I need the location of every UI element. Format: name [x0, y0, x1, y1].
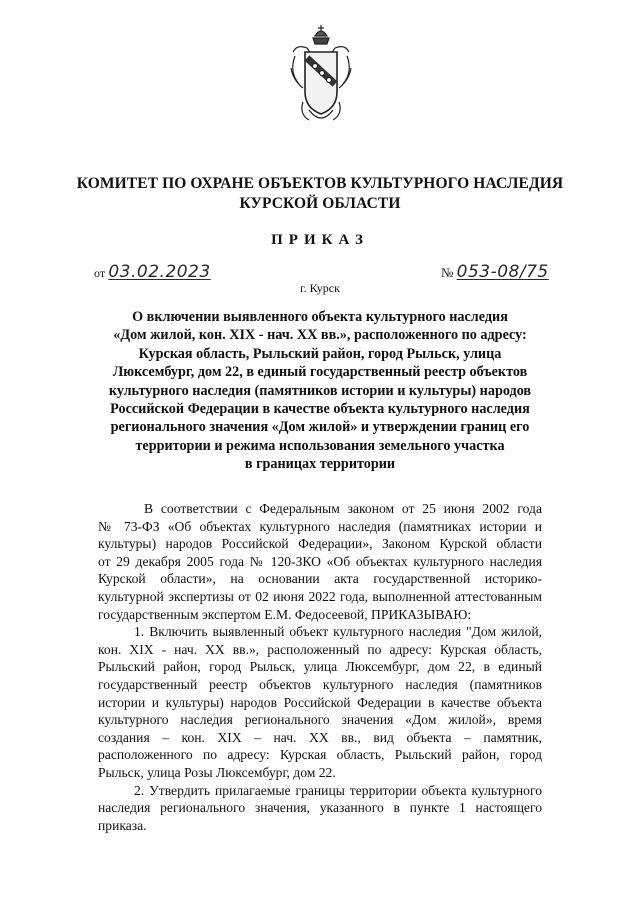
title-line: О включении выявленного объекта культурного наследия	[132, 309, 508, 325]
body-line: № 73-ФЗ «Об объектах культурного наследия (памятниках истории и	[98, 518, 542, 534]
body-line: Рыльский район, город Рыльск, улица Люксембург, дом 22, в единый	[98, 659, 542, 675]
body-line: кон. XIX - нач. XX вв.», расположенный по адресу: Курская область,	[98, 641, 542, 657]
document-number	[441, 262, 549, 282]
document-type-heading: ПРИКАЗ	[271, 232, 369, 248]
title-line: Курская область, Рыльский район, город Рыльск, улица	[138, 345, 502, 362]
body-line: создания – кон. XIX – нач. XX вв., вид объекта – памятник,	[98, 729, 542, 745]
title-line: Российской Федерации в качестве объекта культурного наследия	[110, 401, 530, 418]
body-line: государственный реестр объектов культурного наследия (памятников	[98, 676, 542, 692]
body-line: государственным экспертом Е.М. Федосеевой, ПРИКАЗЫВАЮ:	[98, 606, 472, 622]
kursk-coat-of-arms-emblem	[285, 22, 357, 132]
title-line: регионального значения «Дом жилой» и утверждении границ его	[110, 419, 530, 436]
document-title	[88, 308, 552, 474]
body-line: 2. Утвердить прилагаемые границы территории объекта культурного	[134, 782, 542, 798]
date-value-handwritten: 03.02.2023	[108, 262, 211, 282]
title-line: культурного наследия (памятников истории и культуры) народов	[108, 382, 532, 399]
body-line: расположенного по адресу: Курская область, Рыльский район, город	[98, 747, 542, 763]
organization-name-line-2: КУРСКОЙ ОБЛАСТИ	[239, 195, 401, 212]
title-line: Люксембург, дом 22, в единый государственный реестр объектов	[112, 364, 528, 381]
title-line: в границах территории	[244, 456, 396, 473]
body-line: культуры) народов Российской Федерации», Законом Курской области	[98, 536, 542, 552]
body-line: 1. Включить выявленный объект культурного наследия "Дом жилой,	[134, 624, 542, 640]
title-line: территории и режима использования земельного участка	[135, 437, 505, 454]
body-line: истории и культуры) народов Российской Федерации в качестве объекта	[98, 694, 542, 710]
body-line: Рыльск, улица Розы Люксембург, дом 22.	[98, 764, 336, 780]
title-line: «Дом жилой, кон. XIX - нач. XX вв.», расположенного по адресу:	[113, 327, 527, 344]
document-date	[94, 262, 211, 282]
body-line: от 29 декабря 2005 года № 120-ЗКО «Об объектах культурного наследия	[98, 553, 542, 569]
body-line: культурного наследия регионального значения «Дом жилой», время	[98, 712, 542, 728]
number-value-handwritten: 053-08/75	[456, 262, 549, 282]
body-line: В соответствии с Федеральным законом от 25 июня 2002 года	[144, 501, 542, 516]
body-line: приказа.	[98, 817, 147, 833]
number-prefix: №	[441, 265, 454, 280]
body-line: Курской области», на основании акта государственной историко-	[98, 571, 542, 587]
date-prefix: от	[94, 266, 106, 280]
issue-city: г. Курск	[300, 281, 340, 295]
body-line: наследия регионального значения, указанного в пункте 1 настоящего	[98, 800, 542, 816]
body-line: культурной экспертизы от 02 июня 2022 года, выполненной аттестованным	[98, 588, 542, 604]
organization-name-line-1: КОМИТЕТ ПО ОХРАНЕ ОБЪЕКТОВ КУЛЬТУРНОГО НАСЛЕДИЯ	[76, 175, 564, 192]
document-body	[98, 500, 542, 834]
